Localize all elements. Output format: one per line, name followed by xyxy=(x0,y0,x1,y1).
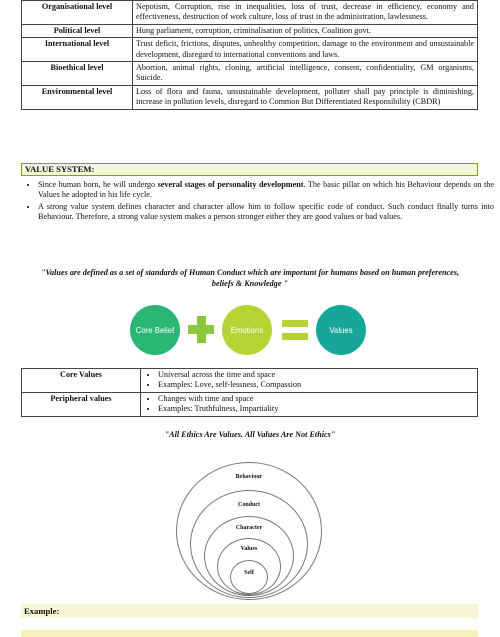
value-system-heading: VALUE SYSTEM: xyxy=(21,163,478,176)
level-description: Nepotism, Corruption, rise in inequalities, loss of trust, decrease in efficiency, economy and effectiveness, destruction of work culture, loss of trust in the administration, lawlessness. xyxy=(133,1,478,25)
emotions-circle xyxy=(222,305,272,355)
table-row xyxy=(22,369,478,393)
table-row xyxy=(22,24,478,37)
table-row xyxy=(22,85,478,109)
list-item xyxy=(38,180,494,201)
value-type: Peripheral values xyxy=(22,392,141,416)
table-row xyxy=(22,392,478,416)
table-row xyxy=(22,62,478,86)
level-name: Political level xyxy=(22,24,133,37)
table-row xyxy=(22,38,478,62)
bullet-text: . The basic pillar on which his Behaviour depends on the Values he adopted in his life cycle. xyxy=(38,180,494,200)
level-name: International level xyxy=(22,38,133,62)
list-item: • Universal across the time and space xyxy=(158,370,474,380)
levels-table xyxy=(21,0,478,110)
value-points xyxy=(141,369,478,393)
level-name: Environmental level xyxy=(22,85,133,109)
value-system-list xyxy=(22,180,494,224)
ring-label-character: Character xyxy=(235,525,263,531)
value-type: Core Values xyxy=(22,369,141,393)
table-row xyxy=(22,1,478,25)
level-name: Organisational level xyxy=(22,1,133,25)
definition-quote: "Values are defined as a set of standards of Human Conduct which are important for humans based on human preferences, beliefs & Knowledge " xyxy=(40,268,460,288)
ring-label-behaviour: Behaviour xyxy=(235,474,263,480)
list-item: • Changes with time and space xyxy=(158,394,474,404)
next-section-strip xyxy=(21,630,478,637)
list-item: • A strong value system defines character and character allow him to follow specific code of conduct. Such conduct finally turns into Behaviour. Therefore, a strong value system makes a person stronger either they are good values or bad values. xyxy=(38,202,494,223)
ring-self xyxy=(230,560,268,594)
equals-sign-top xyxy=(282,320,308,327)
bullet-text: Since human born, he will undergo xyxy=(38,180,158,189)
ring-label-self: Self xyxy=(244,570,254,576)
example-heading: Example: xyxy=(21,604,478,618)
circle-label: Values xyxy=(329,325,353,335)
values-circle xyxy=(316,305,366,355)
circle-label: Core Belief xyxy=(135,325,175,335)
values-table xyxy=(21,368,478,417)
level-description: Trust deficit, frictions, disputes, unhealthy competition, damage to the environment and unsustainable development, disregard to international conventions and laws. xyxy=(133,38,478,62)
plus-sign-vertical xyxy=(197,316,206,343)
circle-label: Emotions xyxy=(230,325,264,335)
list-item: • Examples: Love, self-lessness, Compassion xyxy=(158,380,474,390)
bullet-emphasis: several stages of personality development xyxy=(157,180,304,189)
ring-label-values: Values xyxy=(240,546,258,552)
equals-sign-bottom xyxy=(282,333,308,340)
ring-label-conduct: Conduct xyxy=(237,502,260,508)
list-item: • Examples: Truthfulness, Impartiality xyxy=(158,404,474,414)
level-description: Hung parliament, corruption, criminalisation of politics, Coalition govt. xyxy=(133,24,478,37)
core-belief-circle xyxy=(130,305,180,355)
level-description: Loss of flora and fauna, unsustainable development, polluter shall pay principle is diminishing, increase in pollution levels, disregard to Common But Differentiated Responsibility (CBDR) xyxy=(133,85,478,109)
ethics-quote: "All Ethics Are Values. All Values Are Not Ethics" xyxy=(164,430,336,439)
level-description: Abortion, animal rights, cloning, artificial intelligence, consent, confidentiality, GM organisms, Suicide. xyxy=(133,62,478,86)
level-name: Bioethical level xyxy=(22,62,133,86)
value-points xyxy=(141,392,478,416)
